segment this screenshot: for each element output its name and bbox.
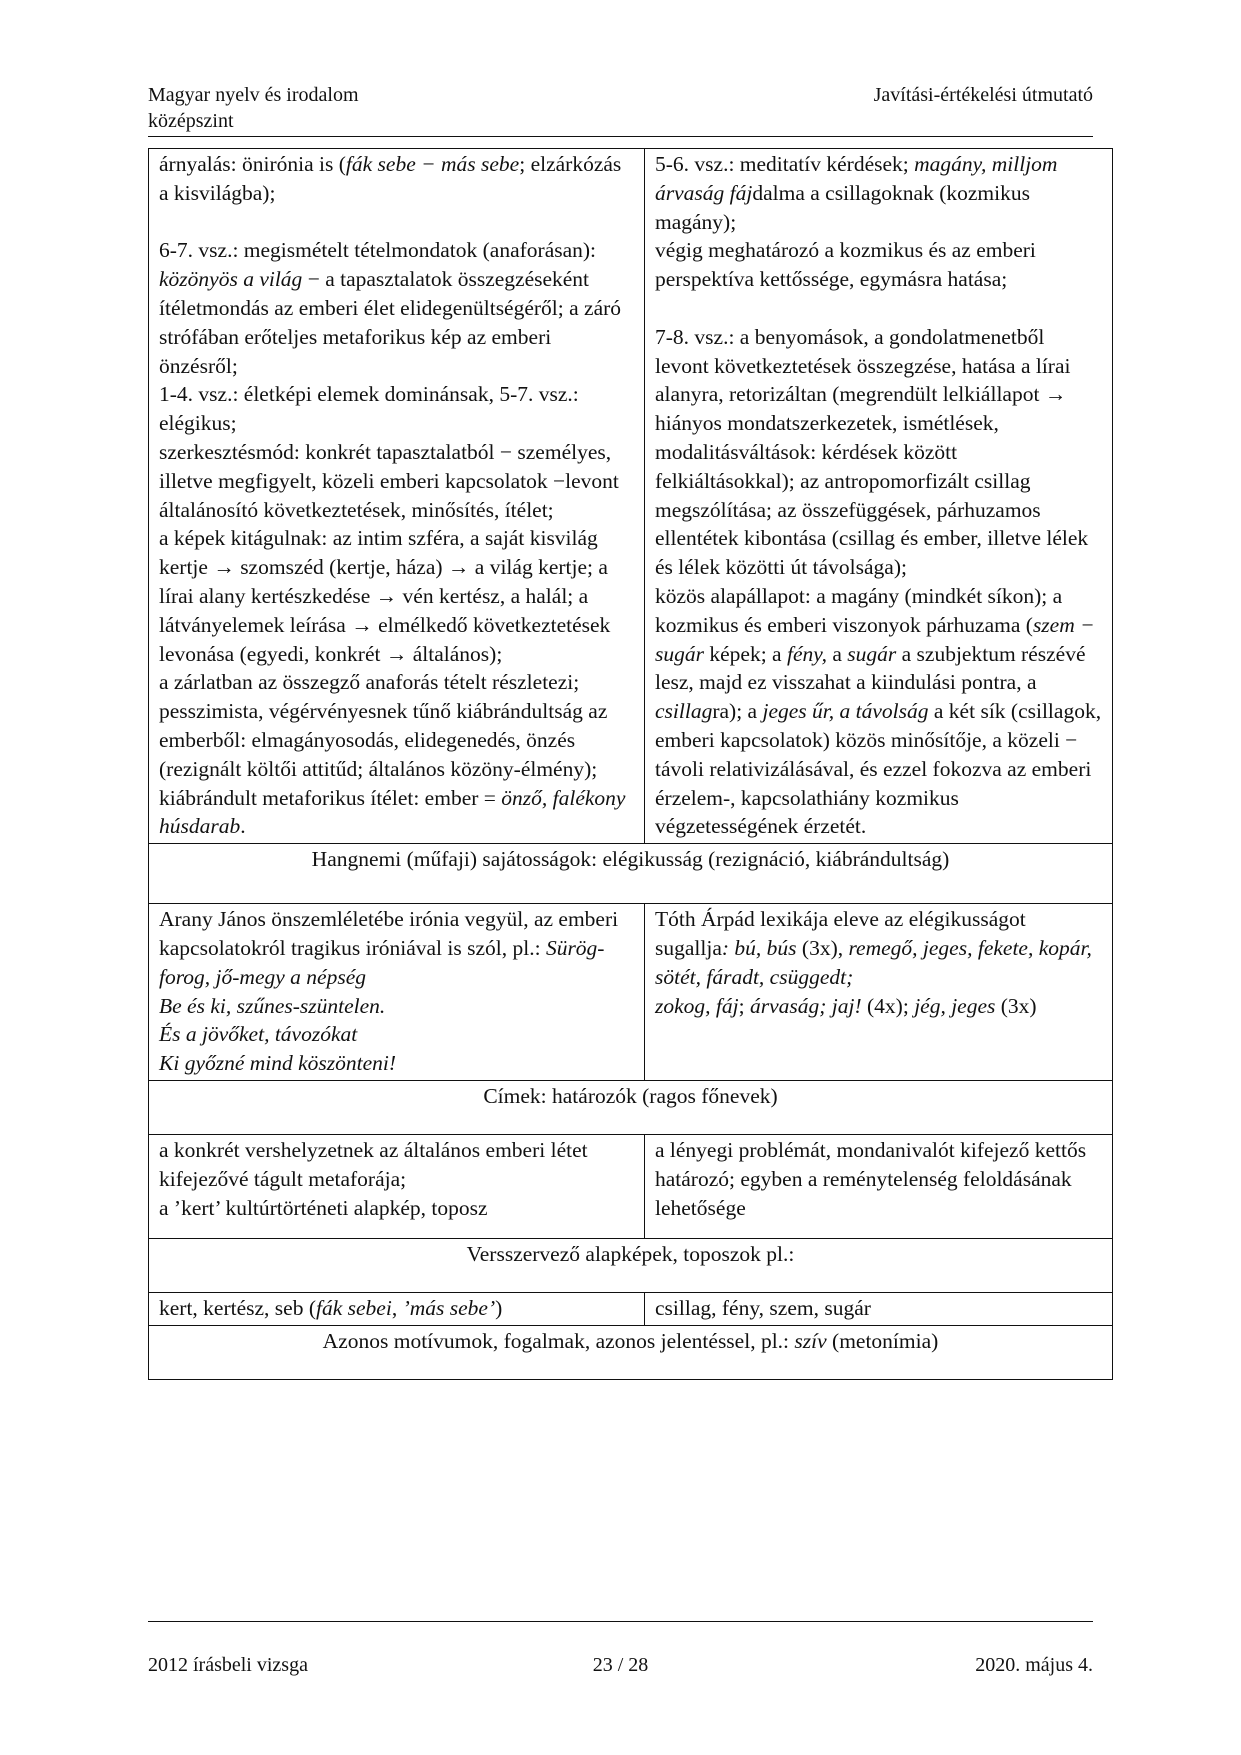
footer-rule <box>148 1621 1093 1622</box>
cell-right-3: Tóth Árpád lexikája eleve az elégikusságot sugallja: bú, bús (3x), remegő, jeges, fekete, kopár, sötét, fáradt, csüggedt; zokog, fáj; árvaság; jaj! (4x); jég, jeges (3x) <box>645 904 1113 1081</box>
cell-left-1: árnyalás: önirónia is (fák sebe − más sebe; elzárkózás a kisvilágba); 6-7. vsz.: megismételt tételmondatok (anaforásan): közönyös a világ − a tapasztalatok összegzéseként ítéletmondás az emberi élet elidegenültségéről; a záró strófában erőteljes metaforikus kép az emberi önzésről; 1-4. vsz.: életképi elemek dominánsak, 5-7. vsz.: elégikus; szerkesztésmód: konkrét tapasztalatból − személyes, illetve megfigyelt, közeli emberi kapcsolatok −levont általánosító következtetések, minősítés, ítélet; a képek kitágulnak: az intim szféra, a saját kisvilág kertje → szomszéd (kertje, háza) → a világ kertje; a lírai alany kertészkedése → vén kertész, a halál; a látványelemek leírása → elmélkedő következtetések levonása (egyedi, konkrét → általános); a zárlatban az összegző anaforás tételt részletezi; pesszimista, végérvényesnek tűnő kiábrándultság az emberből: elmagányosodás, elidegenedés, önzés (rezignált költői attitűd; általános közöny-élmény); kiábrándult metaforikus ítélet: ember = önző, falékony húsdarab. <box>149 149 645 844</box>
page-header-left <box>148 82 359 134</box>
table-row <box>149 1080 1113 1134</box>
motifs-heading: Azonos motívumok, fogalmak, azonos jelentéssel, pl.: szív (metonímia) <box>149 1325 1113 1379</box>
table-row <box>149 1134 1113 1238</box>
cell-left-3: Arany János önszemléletébe irónia vegyül, az emberi kapcsolatokról tragikus iróniával is szól, pl.: Sürög-forog, jő-megy a népség Be és ki, szűnes-szüntelen. És a jövőket, távozókat Ki győzné mind köszönteni! <box>149 904 645 1081</box>
table-row <box>149 844 1113 904</box>
subject-label: Magyar nyelv és irodalom <box>148 84 359 106</box>
metaphor-text: a konkrét vershelyzetnek az általános emberi létet kifejezővé tágult metaforája; <box>159 1137 588 1191</box>
level-label: középszint <box>148 110 234 132</box>
tone-heading: Hangnemi (műfaji) sajátosságok: elégikusság (rezignáció, kiábrándultság) <box>149 844 1113 904</box>
table-row <box>149 1238 1113 1292</box>
table-row <box>149 149 1113 844</box>
page-number: 23 / 28 <box>592 1654 649 1676</box>
exam-label: 2012 írásbeli vizsga <box>148 1654 308 1676</box>
cell-right-7: csillag, fény, szem, sugár <box>645 1292 1113 1325</box>
topos-text: a ’kert’ kultúrtörténeti alapkép, toposz <box>159 1195 488 1220</box>
cell-right-5: a lényegi problémát, mondanivalót kifejező kettős határozó; egyben a reménytelenség feloldásának lehetősége <box>645 1134 1113 1238</box>
guide-label: Javítási-értékelési útmutató <box>873 84 1093 106</box>
cell-left-5 <box>149 1134 645 1238</box>
titles-heading: Címek: határozók (ragos főnevek) <box>149 1080 1113 1134</box>
images-heading: Versszervező alapképek, toposzok pl.: <box>149 1238 1113 1292</box>
table-row <box>149 1292 1113 1325</box>
date-label: 2020. május 4. <box>975 1654 1093 1676</box>
header-rule <box>148 136 1093 137</box>
cell-left-7: kert, kertész, seb (fák sebei, ’más sebe’) <box>149 1292 645 1325</box>
analysis-table <box>148 148 1113 1380</box>
cell-right-1: 5-6. vsz.: meditatív kérdések; magány, milljom árvaság fájdalma a csillagoknak (kozmikus magány); végig meghatározó a kozmikus és az emberi perspektíva kettőssége, egymásra hatása; 7-8. vsz.: a benyomások, a gondolatmenetből levont következtetések összegzése, hatása a lírai alanyra, retorizáltan (megrendült lelkiállapot → hiányos mondatszerkezetek, ismétlések, modalitásváltások: kérdések között felkiáltásokkal); az antropomorfizált csillag megszólítása; az összefüggések, párhuzamos ellentétek kibontása (csillag és ember, illetve lélek és lélek közötti út távolsága); közös alapállapot: a magány (mindkét síkon); a kozmikus és emberi viszonyok párhuzama (szem − sugár képek; a fény, a sugár a szubjektum részévé lesz, majd ez visszahat a kiindulási pontra, a csillagra); a jeges űr, a távolság a két sík (csillagok, emberi kapcsolatok) közös minősítője, a közeli − távoli relativizálásával, és ezzel fokozva az emberi érzelem-, kapcsolathiány kozmikus végzetességének érzetét. <box>645 149 1113 844</box>
table-row <box>149 1325 1113 1379</box>
table-row <box>149 904 1113 1081</box>
